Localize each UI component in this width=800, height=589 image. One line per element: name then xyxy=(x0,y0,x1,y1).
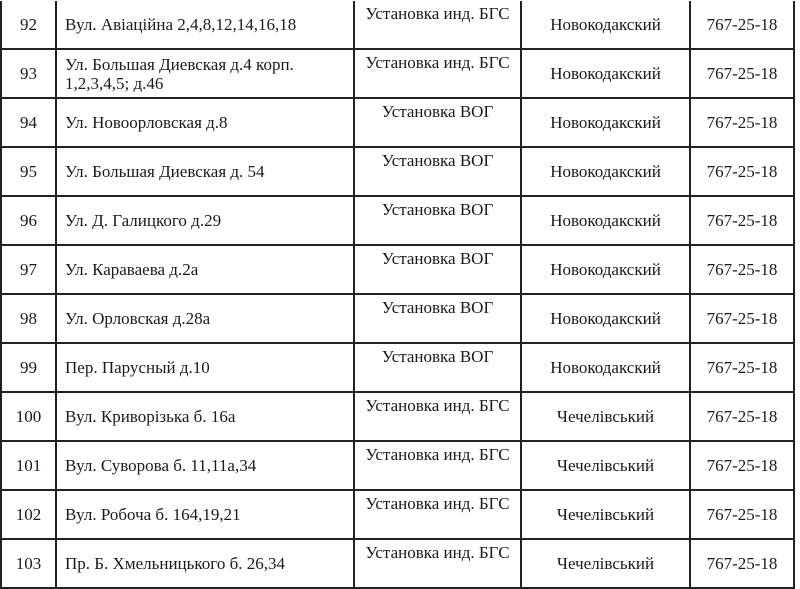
address-cell: Вул. Суворова б. 11,11а,34 xyxy=(56,441,354,490)
phone-cell: 767-25-18 xyxy=(690,441,794,490)
district-cell: Новокодакский xyxy=(521,294,690,343)
table-row xyxy=(1,147,794,196)
district-cell: Новокодакский xyxy=(521,98,690,147)
phone-cell: 767-25-18 xyxy=(690,98,794,147)
row-number: 103 xyxy=(1,539,56,588)
district-cell: Новокодакский xyxy=(521,245,690,294)
address-cell: Ул. Большая Диевская д. 54 xyxy=(56,147,354,196)
work-type-cell: Установка ВОГ xyxy=(354,294,521,343)
row-number: 93 xyxy=(1,49,56,98)
table-row xyxy=(1,294,794,343)
table-row xyxy=(1,196,794,245)
phone-cell: 767-25-18 xyxy=(690,539,794,588)
district-cell: Новокодакский xyxy=(521,343,690,392)
table-row xyxy=(1,343,794,392)
row-number: 97 xyxy=(1,245,56,294)
row-number: 98 xyxy=(1,294,56,343)
district-cell: Чечелівський xyxy=(521,539,690,588)
row-number: 94 xyxy=(1,98,56,147)
table-row xyxy=(1,490,794,539)
row-number: 92 xyxy=(1,1,56,49)
work-type-cell: Установка инд. БГС xyxy=(354,392,521,441)
row-number: 99 xyxy=(1,343,56,392)
phone-cell: 767-25-18 xyxy=(690,490,794,539)
phone-cell: 767-25-18 xyxy=(690,196,794,245)
work-type-cell: Установка ВОГ xyxy=(354,98,521,147)
work-type-cell: Установка ВОГ xyxy=(354,147,521,196)
table-row xyxy=(1,539,794,588)
row-number: 95 xyxy=(1,147,56,196)
table-row xyxy=(1,441,794,490)
phone-cell: 767-25-18 xyxy=(690,392,794,441)
district-cell: Чечелівський xyxy=(521,441,690,490)
table-row xyxy=(1,98,794,147)
district-cell: Чечелівський xyxy=(521,392,690,441)
table-row xyxy=(1,49,794,98)
table-row xyxy=(1,245,794,294)
phone-cell: 767-25-18 xyxy=(690,49,794,98)
address-cell: Пер. Парусный д.10 xyxy=(56,343,354,392)
address-table xyxy=(0,1,795,589)
phone-cell: 767-25-18 xyxy=(690,1,794,49)
work-type-cell: Установка инд. БГС xyxy=(354,539,521,588)
work-type-cell: Установка инд. БГС xyxy=(354,1,521,49)
address-cell: Ул. Д. Галицкого д.29 xyxy=(56,196,354,245)
work-type-cell: Установка ВОГ xyxy=(354,343,521,392)
address-cell: Ул. Караваева д.2а xyxy=(56,245,354,294)
work-type-cell: Установка инд. БГС xyxy=(354,441,521,490)
address-cell: Ул. Новоорловская д.8 xyxy=(56,98,354,147)
work-type-cell: Установка инд. БГС xyxy=(354,490,521,539)
district-cell: Новокодакский xyxy=(521,49,690,98)
row-number: 101 xyxy=(1,441,56,490)
phone-cell: 767-25-18 xyxy=(690,147,794,196)
row-number: 102 xyxy=(1,490,56,539)
row-number: 96 xyxy=(1,196,56,245)
address-cell: Ул. Большая Диевская д.4 корп. 1,2,3,4,5; д.46 xyxy=(56,49,354,98)
address-cell: Вул. Криворізька б. 16а xyxy=(56,392,354,441)
district-cell: Новокодакский xyxy=(521,147,690,196)
row-number: 100 xyxy=(1,392,56,441)
address-cell: Ул. Орловская д.28а xyxy=(56,294,354,343)
work-type-cell: Установка инд. БГС xyxy=(354,49,521,98)
work-type-cell: Установка ВОГ xyxy=(354,245,521,294)
district-cell: Новокодакский xyxy=(521,1,690,49)
address-cell: Пр. Б. Хмельницького б. 26,34 xyxy=(56,539,354,588)
table-row xyxy=(1,392,794,441)
district-cell: Чечелівський xyxy=(521,490,690,539)
address-cell: Вул. Авіаційна 2,4,8,12,14,16,18 xyxy=(56,1,354,49)
table-body xyxy=(1,1,794,588)
phone-cell: 767-25-18 xyxy=(690,245,794,294)
district-cell: Новокодакский xyxy=(521,196,690,245)
address-cell: Вул. Робоча б. 164,19,21 xyxy=(56,490,354,539)
work-type-cell: Установка ВОГ xyxy=(354,196,521,245)
phone-cell: 767-25-18 xyxy=(690,294,794,343)
phone-cell: 767-25-18 xyxy=(690,343,794,392)
table-row xyxy=(1,1,794,49)
